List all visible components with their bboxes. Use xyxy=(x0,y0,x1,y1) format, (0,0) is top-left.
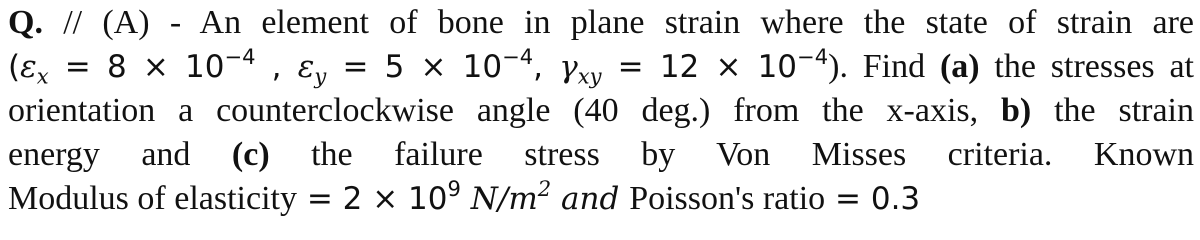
part-c-label: (c) xyxy=(231,136,270,173)
question-intro-text: An element of bone in plane strain where the state of strain are xyxy=(181,4,1195,41)
modulus-expression: = $2 \times 10^9$ $N/m^2$ and xyxy=(296,175,630,217)
poisson-value: = 0.3 xyxy=(825,181,921,217)
question-text xyxy=(8,1,1194,221)
question-line-4 xyxy=(8,133,1194,177)
part-b-text: the strain xyxy=(1031,92,1195,129)
part-a-label: (a) xyxy=(939,48,980,85)
question-prefix: // (A) - xyxy=(63,4,182,41)
question-line-5 xyxy=(8,177,1194,221)
poisson-label: Poisson's ratio xyxy=(629,180,826,217)
question-label: Q. xyxy=(8,4,43,41)
question-line-3 xyxy=(8,89,1194,133)
question-line-1 xyxy=(8,1,1194,45)
part-c-text: the failure stress by Von Misses criteria. Known xyxy=(269,136,1194,173)
question-line-2 xyxy=(8,45,1194,89)
part-b-label: b) xyxy=(1001,92,1032,129)
modulus-label: Modulus of elasticity xyxy=(8,180,297,217)
orientation-text: orientation a counterclockwise angle (40 deg.) from the x-axis, xyxy=(8,92,979,129)
strain-state-expression: ($\varepsilon_x = 8 \times 10^{-4}$ , $\varepsilon_y = 5 \times 10^{-4}$, $\gamma_{xy} = 12 \times 10^{-4}$ xyxy=(8,43,829,89)
energy-text: energy and xyxy=(8,136,191,173)
part-a-text: the stresses at xyxy=(979,48,1195,85)
find-text: ). Find xyxy=(828,48,926,85)
